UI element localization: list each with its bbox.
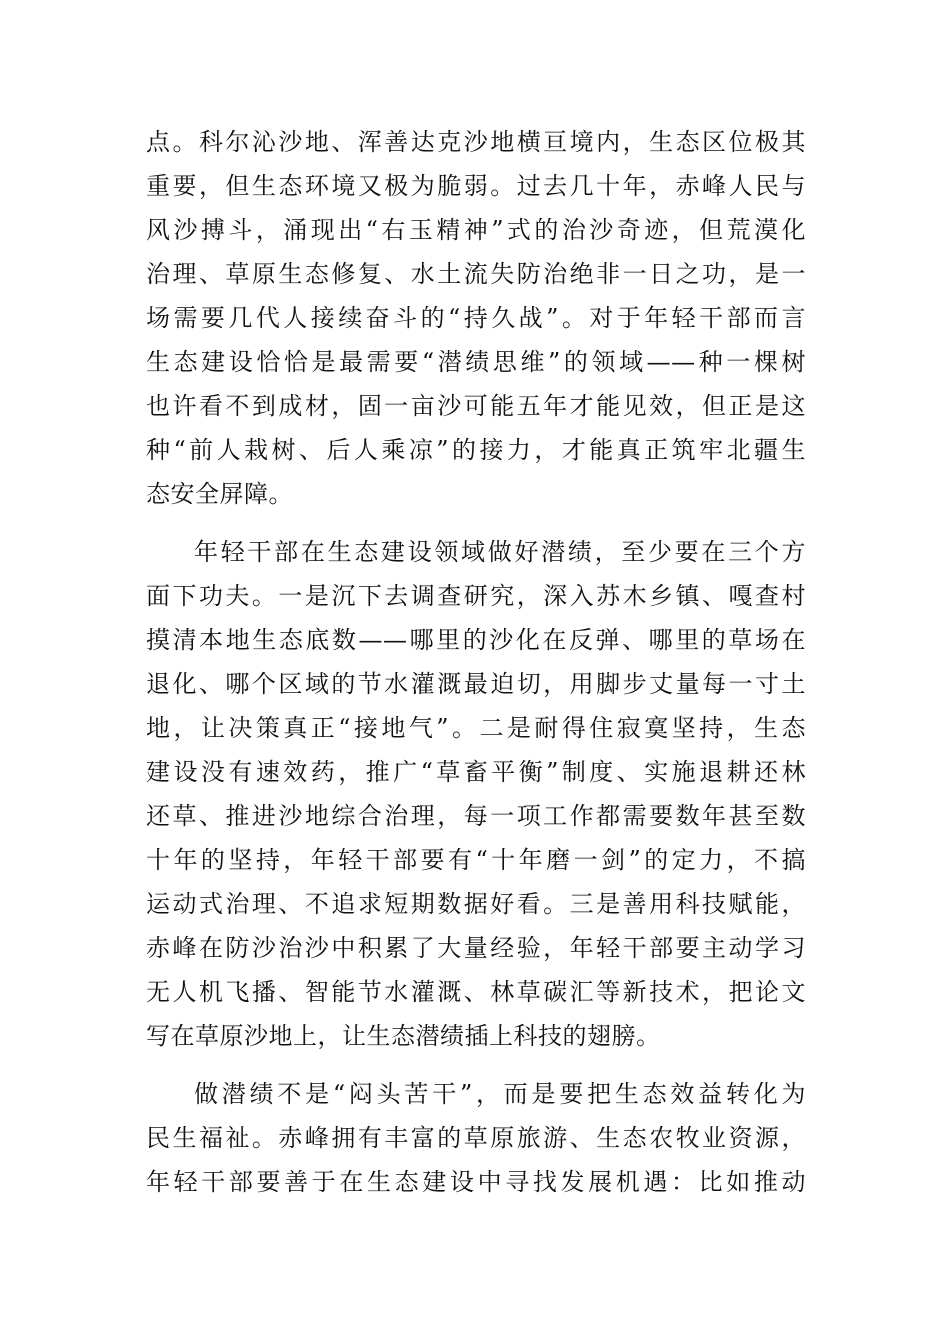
paragraph-2-line: 地，让决策真正“接地气”。二是耐得住寂寞坚持，生态 bbox=[146, 714, 806, 742]
paragraph-1-line: 生态建设恰恰是最需要“潜绩思维”的领域——种一棵树 bbox=[146, 348, 806, 376]
paragraph-2-line: 无人机飞播、智能节水灌溉、林草碳汇等新技术，把论文 bbox=[146, 978, 806, 1006]
paragraph-1-line: 态安全屏障。 bbox=[146, 480, 293, 508]
paragraph-1-line: 治理、草原生态修复、水土流失防治绝非一日之功，是一 bbox=[146, 260, 806, 288]
paragraph-2-line: 退化、哪个区域的节水灌溉最迫切，用脚步丈量每一寸土 bbox=[146, 670, 806, 698]
paragraph-3-line: 做潜绩不是“闷头苦干”，而是要把生态效益转化为 bbox=[194, 1080, 806, 1108]
paragraph-1-line: 重要，但生态环境又极为脆弱。过去几十年，赤峰人民与 bbox=[146, 172, 806, 200]
paragraph-2-line: 面下功夫。一是沉下去调查研究，深入苏木乡镇、嘎查村 bbox=[146, 582, 806, 610]
paragraph-2-line: 十年的坚持，年轻干部要有“十年磨一剑”的定力，不搞 bbox=[146, 846, 806, 874]
paragraph-2-line: 年轻干部在生态建设领域做好潜绩，至少要在三个方 bbox=[194, 538, 806, 566]
paragraph-3-line: 民生福祉。赤峰拥有丰富的草原旅游、生态农牧业资源， bbox=[146, 1124, 806, 1152]
paragraph-1-line: 风沙搏斗，涌现出“右玉精神”式的治沙奇迹，但荒漠化 bbox=[146, 216, 806, 244]
paragraph-1-line: 点。科尔沁沙地、浑善达克沙地横亘境内，生态区位极其 bbox=[146, 128, 806, 156]
paragraph-2-line: 还草、推进沙地综合治理，每一项工作都需要数年甚至数 bbox=[146, 802, 806, 830]
paragraph-2-line: 写在草原沙地上，让生态潜绩插上科技的翅膀。 bbox=[146, 1022, 661, 1050]
paragraph-1-line: 种“前人栽树、后人乘凉”的接力，才能真正筑牢北疆生 bbox=[146, 436, 806, 464]
paragraph-1-line: 场需要几代人接续奋斗的“持久战”。对于年轻干部而言 bbox=[146, 304, 806, 332]
paragraph-1-line: 也许看不到成材，固一亩沙可能五年才能见效，但正是这 bbox=[146, 392, 806, 420]
paragraph-2-line: 摸清本地生态底数——哪里的沙化在反弹、哪里的草场在 bbox=[146, 626, 806, 654]
paragraph-2-line: 运动式治理、不追求短期数据好看。三是善用科技赋能， bbox=[146, 890, 806, 918]
paragraph-3-line: 年轻干部要善于在生态建设中寻找发展机遇：比如推动 bbox=[146, 1168, 806, 1196]
paragraph-2-line: 建设没有速效药，推广“草畜平衡”制度、实施退耕还林 bbox=[146, 758, 806, 786]
paragraph-2-line: 赤峰在防沙治沙中积累了大量经验，年轻干部要主动学习 bbox=[146, 934, 806, 962]
